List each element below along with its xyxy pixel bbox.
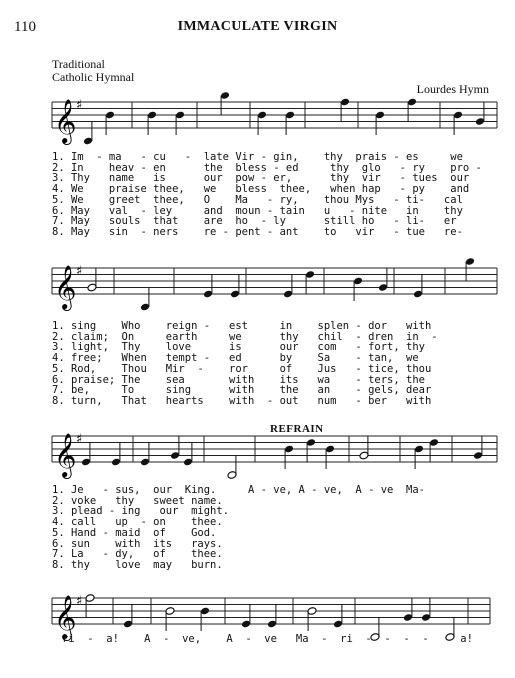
lyric-line: 8. thy love may burn. bbox=[52, 558, 223, 571]
sharp-icon: ♯ bbox=[76, 594, 83, 609]
lyric-line: ri - a! A - ve, A - ve Ma - ri - - - - a! bbox=[62, 633, 473, 645]
lyric-line: 2. claim; On earth we thy chil - dren in - bbox=[52, 330, 438, 343]
sharp-icon: ♯ bbox=[76, 98, 83, 113]
lyric-line: 5. Hand - maid of God. bbox=[52, 526, 217, 539]
lyric-line: 4. call up - on thee. bbox=[52, 516, 223, 529]
sharp-icon: ♯ bbox=[76, 432, 83, 447]
words-source-line-2: Catholic Hymnal bbox=[52, 70, 135, 84]
lyric-line: 4. We praise thee, we bless thee, when hap - py and bbox=[52, 183, 470, 196]
system-4-lyrics bbox=[62, 634, 473, 645]
tune-name: Lourdes Hymn bbox=[416, 82, 489, 96]
lyric-line: 2. voke thy sweet name. bbox=[52, 494, 223, 507]
system-3-lyrics bbox=[52, 485, 425, 571]
treble-clef-icon: 𝄞 bbox=[54, 595, 77, 639]
lyric-line: 7. be, To sing with the an - gels, dear bbox=[52, 384, 432, 397]
treble-clef-icon: 𝄞 bbox=[54, 265, 77, 309]
lyric-line: 8. May sin - ners re - pent - ant to vir - tue re- bbox=[52, 225, 463, 238]
refrain-label: REFRAIN bbox=[270, 423, 324, 435]
lyric-line: 3. light, Thy love is our com - fort, thy bbox=[52, 341, 425, 354]
words-source-line-1: Traditional bbox=[52, 57, 105, 71]
sharp-icon: ♯ bbox=[76, 264, 83, 279]
lyric-line: 1. Je - sus, our King. A - ve, A - ve, A - ve Ma- bbox=[52, 484, 425, 496]
lyric-line: 7. La - dy, of thee. bbox=[52, 548, 223, 561]
lyric-line: 6. sun with its rays. bbox=[52, 537, 223, 550]
lyric-line: 3. plead - ing our might. bbox=[52, 505, 230, 518]
lyric-line: 5. We greet thee, O Ma - ry, thou Mys - ti- cal bbox=[52, 193, 463, 206]
page-number: 110 bbox=[14, 19, 36, 35]
lyric-line: 4. free; When tempt - ed by Sa - tan, we bbox=[52, 352, 419, 365]
lyric-line: 6. May val - ley and moun - tain u - nite in thy bbox=[52, 204, 463, 217]
lyric-line: 2. In heav - en the bless - ed thy glo - ry pro - bbox=[52, 161, 482, 174]
lyric-line: 6. praise; The sea with its wa - ters, the bbox=[52, 373, 425, 386]
lyric-line: 1. sing Who reign - est in splen - dor with bbox=[52, 320, 432, 332]
lyric-line: 1. Im - ma - cu - late Vir - gin, thy prais - es we bbox=[52, 151, 463, 163]
lyric-line: 8. turn, That hearts with - out num - ber with bbox=[52, 394, 432, 407]
treble-clef-icon: 𝄞 bbox=[54, 99, 77, 143]
treble-clef-icon: 𝄞 bbox=[54, 433, 77, 477]
system-2-lyrics bbox=[52, 321, 438, 407]
lyric-line: 7. May souls that are ho - ly still ho - li- er bbox=[52, 215, 457, 228]
lyric-line: 5. Rod, Thou Mir - ror of Jus - tice, thou bbox=[52, 362, 432, 375]
page-title: IMMACULATE VIRGIN bbox=[177, 19, 338, 34]
lyric-line: 3. Thy name is our pow - er, thy vir - tues our bbox=[52, 172, 470, 185]
system-1-lyrics bbox=[52, 152, 482, 238]
